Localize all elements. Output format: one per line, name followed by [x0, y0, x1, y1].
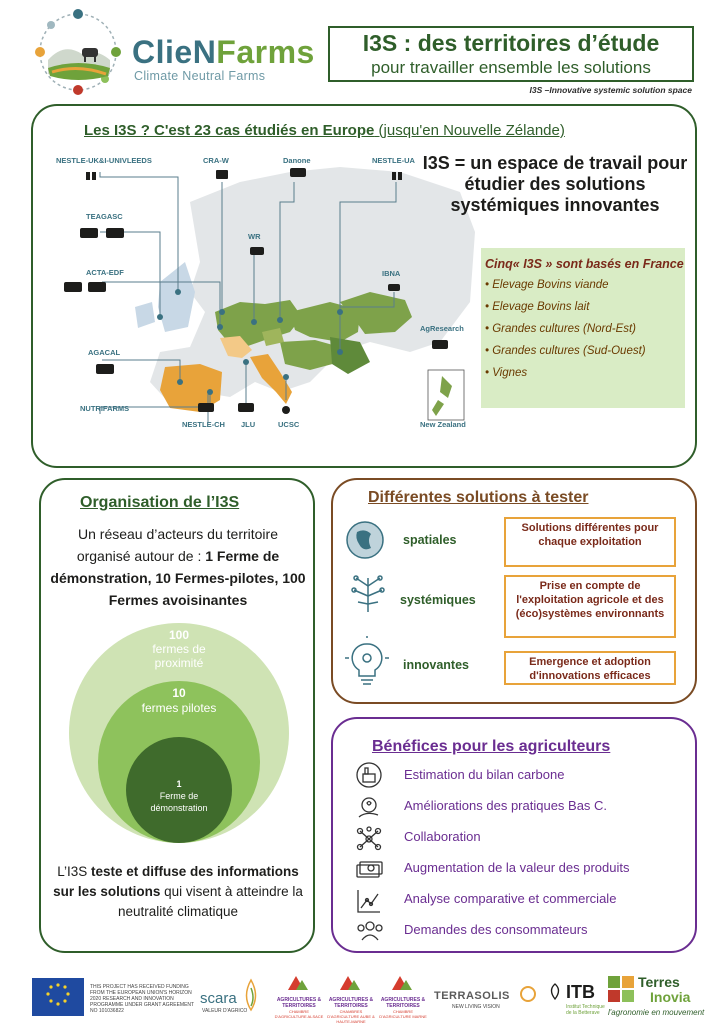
- label-new-zealand: New Zealand: [420, 420, 466, 429]
- terrasolis-sun-icon: [520, 986, 536, 1002]
- agri-territoires-logo-alsace: [274, 974, 324, 1020]
- benefit-item: Augmentation de la valeur des produits: [404, 860, 630, 875]
- france-heading: Cinq« I3S » sont basés en France: [485, 257, 684, 271]
- label-jlu: JLU: [241, 420, 256, 429]
- label-ibna: IBNA: [382, 269, 401, 278]
- brand-name-part2: Farms: [216, 34, 315, 70]
- france-item: • Elevage Bovins lait: [485, 301, 590, 313]
- europe-title-text: Les I3S ? C'est 23 cas étudiés en Europe: [84, 122, 375, 139]
- label-craw: CRA-W: [203, 156, 229, 165]
- brand-name: [132, 34, 315, 71]
- organisation-footer-text: [50, 862, 306, 922]
- circle-middle-text: [140, 686, 218, 716]
- circle-outer-text: [130, 628, 228, 670]
- circle-middle-label: fermes pilotes: [141, 701, 217, 715]
- scara-sub: VALEUR D'AGRICO: [202, 1008, 248, 1014]
- organisation-text-part1: Un réseau d’acteurs du territoire organisé autour de :: [76, 526, 278, 564]
- circuit-tree-icon: [348, 572, 388, 616]
- organisation-foot-bold: teste et diffuse des informations sur les solutions: [53, 864, 299, 899]
- page-title-box: [328, 26, 694, 82]
- eu-funding-text: THIS PROJECT HAS RECEIVED FUNDING FROM THE EUROPEAN UNION'S HORIZON 2020 RESEARCH AND INNOVATION PROGRAMME UNDER GRANT AGREEMENT NO 101036822: [90, 984, 194, 1014]
- agri-name: AGRICULTURES & TERRITOIRES: [380, 997, 426, 1009]
- organisation-text: [50, 523, 306, 611]
- europe-title-paren: (jusqu'en Nouvelle Zélande): [378, 122, 565, 139]
- terres-logo: Terres: [638, 974, 680, 990]
- france-item: • Vignes: [485, 367, 528, 379]
- itb-sub: Institut Technique de la Betterave: [566, 1004, 605, 1016]
- agri-sub: CHAMBRE D'AGRICULTURE MARNE: [379, 1009, 427, 1019]
- lightbulb-gear-icon: [345, 636, 389, 692]
- label-agacal: AGACAL: [88, 348, 121, 357]
- clienfarms-logo-icon: [34, 8, 122, 96]
- solution-desc-innovantes: Emergence et adoption d'innovations efficaces: [504, 651, 676, 685]
- chart-line-icon: [356, 888, 382, 914]
- brand-subtitle: Climate Neutral Farms: [134, 69, 266, 83]
- scara-logo: scara: [200, 990, 237, 1007]
- solution-word-innovantes: innovantes: [403, 658, 469, 672]
- page-subtitle: pour travailler ensemble les solutions: [371, 58, 651, 77]
- benefit-item: Collaboration: [404, 829, 481, 844]
- organisation-title: Organisation de l’I3S: [80, 494, 240, 511]
- brand-name-part1: ClieN: [132, 34, 217, 70]
- europe-section-title: [84, 122, 565, 139]
- solution-word-systemiques: systémiques: [400, 593, 476, 607]
- label-nestle-ch: NESTLE-CH: [182, 420, 225, 429]
- organisation-foot-part1: L’I3S: [57, 864, 91, 879]
- circle-outer-label: fermes de proximité: [152, 642, 206, 670]
- label-nutrifarms: NUTRIFARMS: [80, 404, 130, 413]
- agri-territoires-logo-marne: [378, 974, 428, 1020]
- agri-name: AGRICULTURES & TERRITOIRES: [328, 997, 374, 1009]
- label-nestle-ua: NESTLE-UA: [372, 156, 415, 165]
- benefits-title: Bénéfices pour les agriculteurs: [372, 738, 611, 755]
- label-ucsc: UCSC: [278, 420, 300, 429]
- france-item: • Elevage Bovins viande: [485, 279, 609, 291]
- people-icon: [356, 918, 384, 944]
- scara-drop-icon: [240, 978, 262, 1012]
- solution-word-spatiales: spatiales: [403, 533, 457, 547]
- i3s-headline: I3S = un espace de travail pour étudier des solutions systémiques innovantes: [422, 153, 688, 215]
- agri-name: AGRICULTURES & TERRITOIRES: [276, 997, 322, 1009]
- hand-leaf-icon: [356, 795, 382, 821]
- network-icon: [356, 826, 382, 852]
- label-acta: ACTA-EDF: [86, 268, 124, 277]
- france-box: [481, 248, 685, 408]
- circle-inner-text: [139, 778, 219, 814]
- benefit-item: Analyse comparative et commerciale: [404, 891, 617, 906]
- page-title: I3S : des territoires d’étude: [362, 30, 660, 56]
- circle-outer-number: 100: [168, 628, 190, 642]
- terrasolis-logo: TERRASOLIS: [434, 990, 510, 1002]
- label-wr: WR: [248, 232, 261, 241]
- agri-sub: CHAMBRES D'AGRICULTURE AUBE & HAUTE-MARNE: [327, 1009, 375, 1024]
- label-nestle-uk: NESTLE-UK&I-UNIVLEEDS: [56, 156, 152, 165]
- label-agresearch: AgResearch: [420, 324, 464, 333]
- itb-logo: ITB: [566, 982, 595, 1002]
- terrasolis-sub: NEW LIVING VISION: [452, 1004, 500, 1010]
- benefit-item: Estimation du bilan carbone: [404, 767, 565, 782]
- terres-inovia-sub: l'agronomie en mouvement: [608, 1008, 705, 1017]
- itb-beet-icon: [546, 982, 564, 1000]
- label-danone: Danone: [283, 156, 311, 165]
- agri-territoires-logo-aube: [326, 974, 376, 1024]
- solution-desc-spatiales: Solutions différentes pour chaque exploitation: [504, 517, 676, 567]
- france-item: • Grandes cultures (Nord-Est): [485, 323, 637, 335]
- benefit-item: Demandes des consommateurs: [404, 922, 588, 937]
- benefit-item: Améliorations des pratiques Bas C.: [404, 798, 608, 813]
- eu-flag-icon: [32, 978, 84, 1016]
- organisation-text-bold: 1 Ferme de démonstration, 10 Fermes-pilotes, 100 Fermes avoisinantes: [50, 548, 306, 608]
- title-note: I3S –Innovative systemic solution space: [529, 85, 692, 95]
- globe-icon: [345, 520, 385, 560]
- circle-middle-number: 10: [172, 686, 186, 700]
- solutions-title: Différentes solutions à tester: [368, 489, 589, 506]
- solution-desc-systemiques: Prise en compte de l'exploitation agricole et des (éco)systèmes environnants: [504, 575, 676, 638]
- circle-inner-number: 1: [176, 779, 182, 789]
- organisation-foot-part2: qui visent à atteindre la neutralité climatique: [117, 884, 303, 919]
- circle-inner-label: Ferme de démonstration: [150, 791, 208, 813]
- money-icon: [355, 857, 383, 883]
- agri-sub: CHAMBRE D'AGRICULTURE ALSACE: [274, 1009, 324, 1019]
- france-item: • Grandes cultures (Sud-Ouest): [485, 345, 646, 357]
- label-teagasc: TEAGASC: [86, 212, 123, 221]
- factory-icon: [356, 762, 382, 788]
- inovia-logo: Inovia: [650, 989, 691, 1005]
- terres-inovia-mark-icon: [608, 976, 634, 1002]
